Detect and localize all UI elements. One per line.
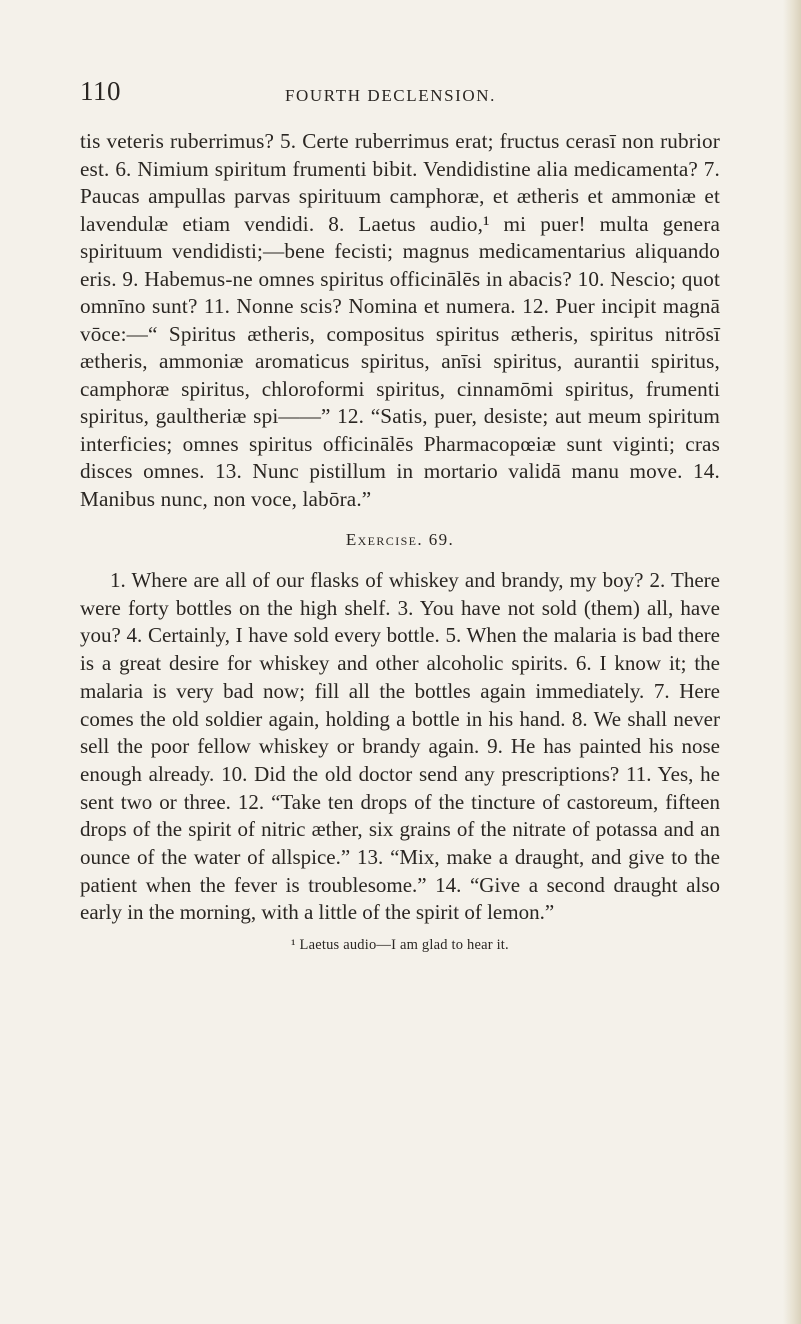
english-exercise: 1. Where are all of our flasks of whiskey and brandy, my boy? 2. There were forty bottles on the high shelf. 3. You have not sold (them) all, have you? 4. Certainly, I have sold every bottle. 5. When the malaria is bad there is a great desire for whiskey and other alcoholic spirits. 6. I know it; the malaria is very bad now; fill all the bottles again immediately. 7. Here comes the old soldier again, holding a bottle in his hand. 8. We shall never sell the poor fellow whiskey or brandy again. 9. He has painted his nose enough already. 10. Did the old doctor send any prescriptions? 11. Yes, he sent two or three. 12. “Take ten drops of the tincture of castoreum, fifteen drops of the spirit of nitric æther, six grains of the nitrate of potassa and an ounce of the water of allspice.” 13. “Mix, make a draught, and give to the patient when the fever is troublesome.” 14. “Give a second draught also early in the morning, with a little of the spirit of lemon.” — [80, 568, 720, 925]
page-number: 110 — [80, 76, 121, 106]
exercise-title: Exercise. 69. — [345, 530, 455, 549]
page-edge-shadow — [783, 0, 801, 1324]
footnote: ¹ Laetus audio—I am glad to hear it. — [291, 937, 509, 954]
latin-passage: tis veteris ruberrimus? 5. Certe ruberrimus erat; fructus cerasī non rubrior est. 6. Nimium spiritum frumenti bibit. Vendidistine alia medicamenta? 7. Paucas ampullas parvas spirituum camphoræ, et ætheris et ammoniæ et lavendulæ etiam vendidi. 8. Laetus audio,¹ mi puer! multa genera spirituum vendidisti;—bene fecisti; magnus medicamentarius aliquando eris. 9. Habemus-ne omnes spiritus officinālēs in abacis? 10. Nescio; quot omnīno sunt? 11. Nonne scis? Nomina et numera. 12. Puer incipit magnā vōce:—“ Spiritus ætheris, compositus spiritus ætheris, spiritus nitrōsī ætheris, ammoniæ aromaticus spiritus, anīsi spiritus, aurantii spiritus, camphoræ spiritus, chloroformi spiritus, cinnamōmi spiritus, frumenti spiritus, gaultheriæ spi——” 12. “Satis, puer, desiste; aut meum spiritum interficies; omnes spiritus officinālēs Pharmacopœiæ sunt viginti; cras disces omnes. 13. Nunc pistillum in mortario validā manu move. 14. Manibus nunc, non voce, labōra.” — [80, 129, 720, 511]
exercise-heading — [80, 529, 720, 551]
page-body — [80, 128, 720, 954]
page-header — [80, 76, 740, 110]
running-head: FOURTH DECLENSION. — [285, 86, 497, 105]
